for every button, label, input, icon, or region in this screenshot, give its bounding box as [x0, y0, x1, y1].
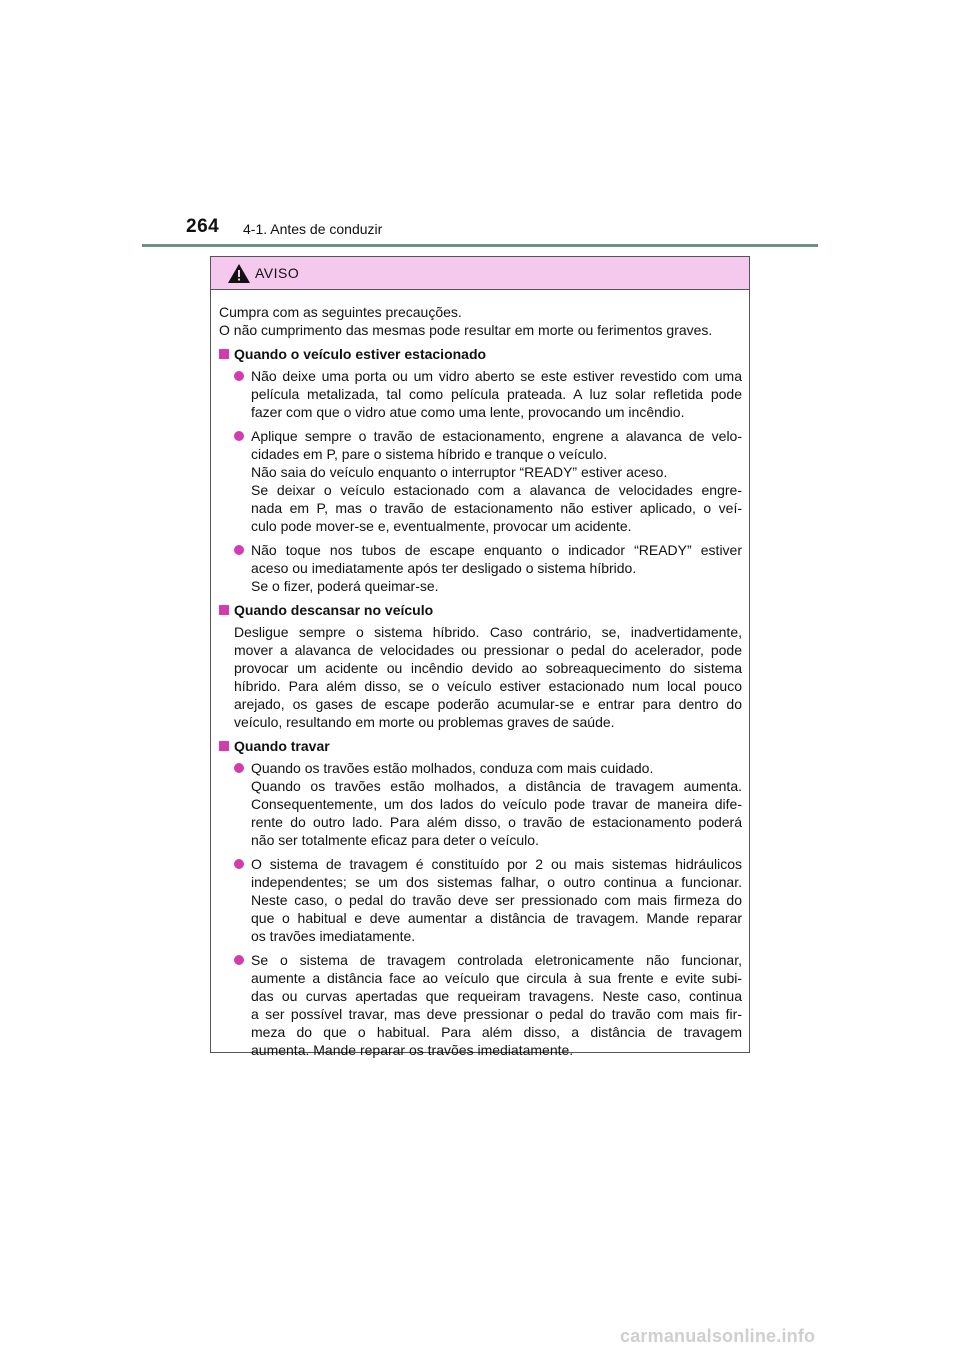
intro-line: O não cumprimento das mesmas pode resultar em morte ou ferimentos graves. [219, 322, 713, 338]
round-bullet-icon [234, 431, 244, 441]
square-bullet-icon [219, 741, 229, 751]
text-line: meza do que o habitual. Para além disso, a distância de travagem [251, 1024, 742, 1040]
warning-triangle-icon [227, 263, 251, 284]
round-bullet-icon [234, 763, 244, 773]
text-line: arejado, os gases de escape poderão acumular-se e entrar para dentro do [234, 696, 742, 712]
text-line: Não saia do veículo enquanto o interruptor “READY” estiver aceso. [251, 464, 668, 480]
text-line: Não toque nos tubos de escape enquanto o indicador “READY” estiver [251, 542, 742, 558]
text-line: Se o fizer, poderá queimar-se. [251, 578, 439, 594]
bullet-item [219, 541, 742, 595]
paragraph [219, 623, 742, 731]
section-heading-braking [219, 737, 742, 755]
text-line: a ser possível travar, mas deve pressionar o pedal do travão com mais fir- [251, 1006, 742, 1022]
text-line: veículo, resultando em morte ou problemas graves de saúde. [234, 714, 615, 730]
square-bullet-icon [219, 349, 229, 359]
bullet-item [219, 759, 742, 849]
page-number: 264 [186, 216, 220, 237]
warning-box [210, 256, 750, 1058]
text-line: aumenta. Mande reparar os travões imediatamente. [251, 1042, 574, 1058]
text-line: Se o sistema de travagem controlada eletronicamente não funcionar, [251, 952, 742, 968]
header-divider [142, 244, 818, 247]
warning-title: AVISO [255, 265, 300, 281]
round-bullet-icon [234, 371, 244, 381]
text-line: independentes; se um dos sistemas falhar, o outro continua a funcionar. [251, 874, 742, 890]
heading-text: Quando o veículo estiver estacionado [234, 346, 487, 362]
text-line: aumente a distância face ao veículo que circula à sua frente e evite subi- [251, 970, 742, 986]
text-line: os travões imediatamente. [251, 928, 416, 944]
text-line: Consequentemente, um dos lados do veículo pode travar de maneira dife- [251, 796, 742, 812]
text-line: mover a alavanca de velocidades ou pressionar o pedal do acelerador, pode [234, 642, 742, 658]
text-line: O sistema de travagem é constituído por 2 ou mais sistemas hidráulicos [251, 856, 742, 872]
text-line: película metalizada, tal como película prateada. A luz solar refletida pode [251, 386, 742, 402]
bullet-item [219, 951, 742, 1059]
text-line: Aplique sempre o travão de estacionamento, engrene a alavanca de velo- [251, 428, 742, 444]
text-line: culo pode mover-se e, eventualmente, provocar um acidente. [251, 518, 632, 534]
text-line: Não deixe uma porta ou um vidro aberto se este estiver revestido com uma [251, 368, 742, 384]
watermark: carmanualsonline.info [620, 1326, 816, 1346]
text-line: Se deixar o veículo estacionado com a alavanca de velocidades engre- [251, 482, 742, 498]
text-line: das ou curvas apertadas que requeiram travagens. Neste caso, continua [251, 988, 742, 1004]
bullet-item [219, 367, 742, 421]
heading-text: Quando travar [234, 738, 330, 754]
section-heading-parked [219, 345, 742, 363]
section-heading-resting [219, 601, 742, 619]
text-line: que o habitual e deve aumentar a distância de travagem. Mande reparar [251, 910, 742, 926]
warning-body [211, 290, 749, 1059]
round-bullet-icon [234, 859, 244, 869]
round-bullet-icon [234, 545, 244, 555]
heading-text: Quando descansar no veículo [234, 602, 434, 618]
text-line: rente do outro lado. Para além disso, o travão de estacionamento poderá [251, 814, 742, 830]
text-line: híbrido. Para além disso, se o veículo estiver estacionado num local pouco [234, 678, 742, 694]
text-line: cidades em P, pare o sistema híbrido e tranque o veículo. [251, 446, 608, 462]
warning-intro [219, 303, 742, 339]
text-line: Quando os travões estão molhados, conduza com mais cuidado. [251, 760, 654, 776]
text-line: aceso ou imediatamente após ter desligado o sistema híbrido. [251, 560, 637, 576]
bullet-item [219, 855, 742, 945]
text-line: Neste caso, o pedal do travão deve ser pressionado com mais firmeza do [251, 892, 742, 908]
text-line: provocar um acidente ou incêndio devido ao sobreaquecimento do sistema [234, 660, 742, 676]
square-bullet-icon [219, 605, 229, 615]
text-line: não ser totalmente eficaz para deter o veículo. [251, 832, 539, 848]
text-line: nada em P, mas o travão de estacionamento não estiver aplicado, o veí- [251, 500, 742, 516]
text-line: Quando os travões estão molhados, a distância de travagem aumenta. [251, 778, 742, 794]
intro-line: Cumpra com as seguintes precauções. [219, 304, 462, 320]
warning-header [211, 257, 749, 290]
bullet-item [219, 427, 742, 535]
section-title: 4-1. Antes de conduzir [243, 221, 383, 237]
round-bullet-icon [234, 955, 244, 965]
text-line: fazer com que o vidro atue como uma lente, provocando um incêndio. [251, 404, 685, 420]
text-line: Desligue sempre o sistema híbrido. Caso contrário, se, inadvertidamente, [234, 624, 742, 640]
